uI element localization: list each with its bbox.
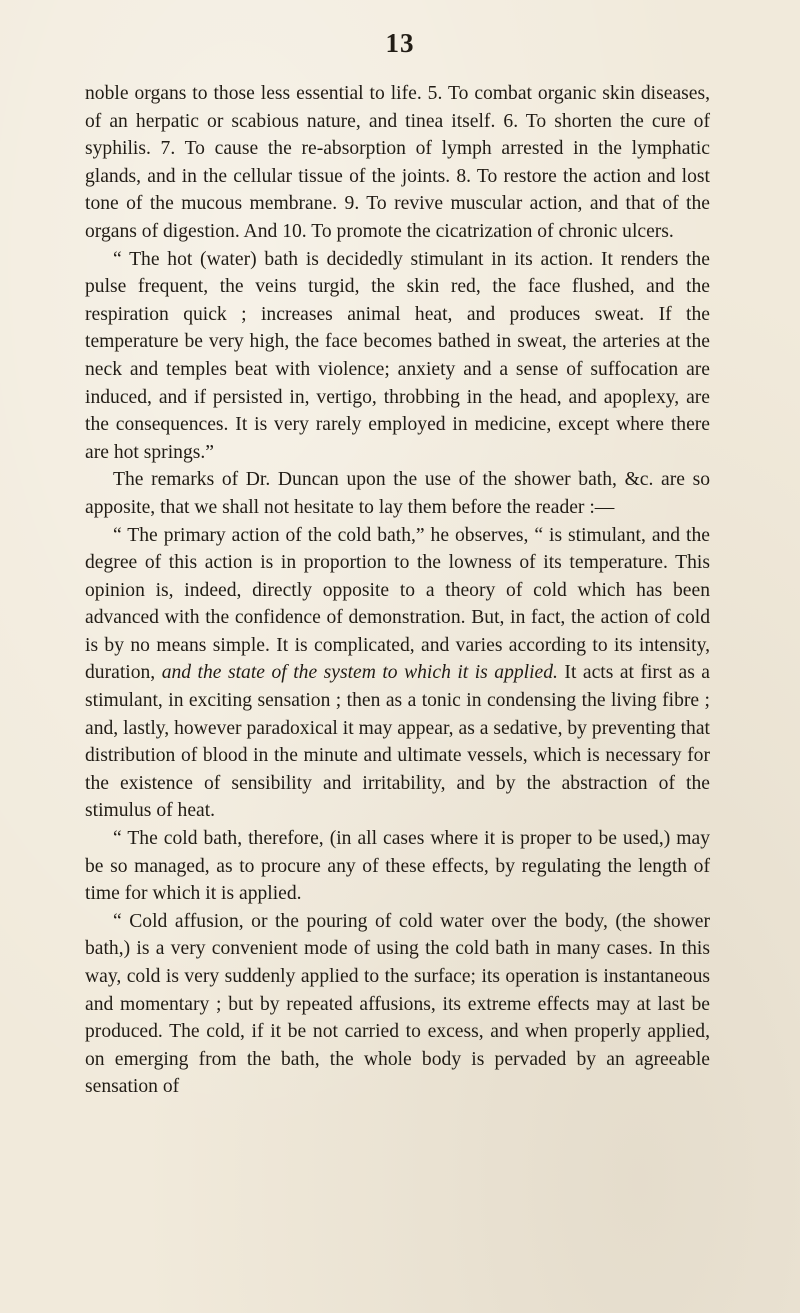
body-text — [85, 80, 710, 1101]
text-run: noble organs to those less essential to life. 5. To combat organic skin diseases, of an herpatic or scabious nature, and tinea itself. 6. To shorten the cure of syphilis. 7. To cause the re-absorption of lymph arrested in the lymphatic glands, and in the cellular tissue of the joints. 8. To restore the action and lost tone of the mucous membrane. 9. To revive muscular action, and that of the organs of digestion. And 10. To promote the cicatrization of chronic ulcers. — [85, 83, 710, 242]
text-run: “ The primary action of the cold bath,” he observes, “ is stimulant, and the degree of this action is in proportion to the lowness of its temperature. This opinion is, indeed, directly opposite to a theory of cold which has been advanced with the confidence of demonstration. But, in fact, the action of cold is by no means simple. It is complicated, and varies according to its intensity, duration, — [85, 524, 710, 684]
text-run: “ Cold affusion, or the pouring of cold water over the body, (the shower bath,) is a very convenient mode of using the cold bath in many cases. In this way, cold is very suddenly applied to the surface; its operation is instantaneous and momentary ; but by repeated affusions, its extreme effects may at last be produced. The cold, if it be not carried to excess, and when properly applied, on emerging from the bath, the whole body is pervaded by an agreeable sensation of — [85, 910, 710, 1098]
italic-text-run: and the state of the system to which it is applied. — [161, 662, 558, 684]
paragraph — [85, 908, 710, 1101]
text-run: “ The hot (water) bath is decidedly stimulant in its action. It renders the pulse frequent, the veins turgid, the skin red, the face flushed, and the respiration quick ; increases animal heat, and produces sweat. If the temperature be very high, the face becomes bathed in sweat, the arteries at the neck and temples beat with violence; anxiety and a sense of suffocation are induced, and if persisted in, vertigo, throbbing in the head, and apoplexy, are the consequences. It is very rarely employed in medicine, except where there are hot springs.” — [85, 248, 710, 463]
paragraph — [85, 825, 710, 908]
paragraph — [85, 246, 710, 467]
text-run: “ The cold bath, therefore, (in all cases where it is proper to be used,) may be so managed, as to procure any of these effects, by regulating the length of time for which it is applied. — [85, 828, 710, 905]
paragraph — [85, 522, 710, 826]
paragraph — [85, 80, 710, 246]
text-run: It acts at first as a stimulant, in exciting sensation ; then as a tonic in condensing the living fibre ; and, lastly, however paradoxical it may appear, as a sedative, by preventing that distribution of blood in the minute and ultimate vessels, which is necessary for the existence of sensibility and irritability, and by the abstraction of the stimulus of heat. — [85, 662, 711, 822]
page-number: 13 — [385, 28, 415, 58]
paragraph — [85, 466, 710, 521]
text-run: The remarks of Dr. Duncan upon the use of the shower bath, &c. are so apposite, that we shall not hesitate to lay them before the reader :— — [85, 469, 710, 518]
